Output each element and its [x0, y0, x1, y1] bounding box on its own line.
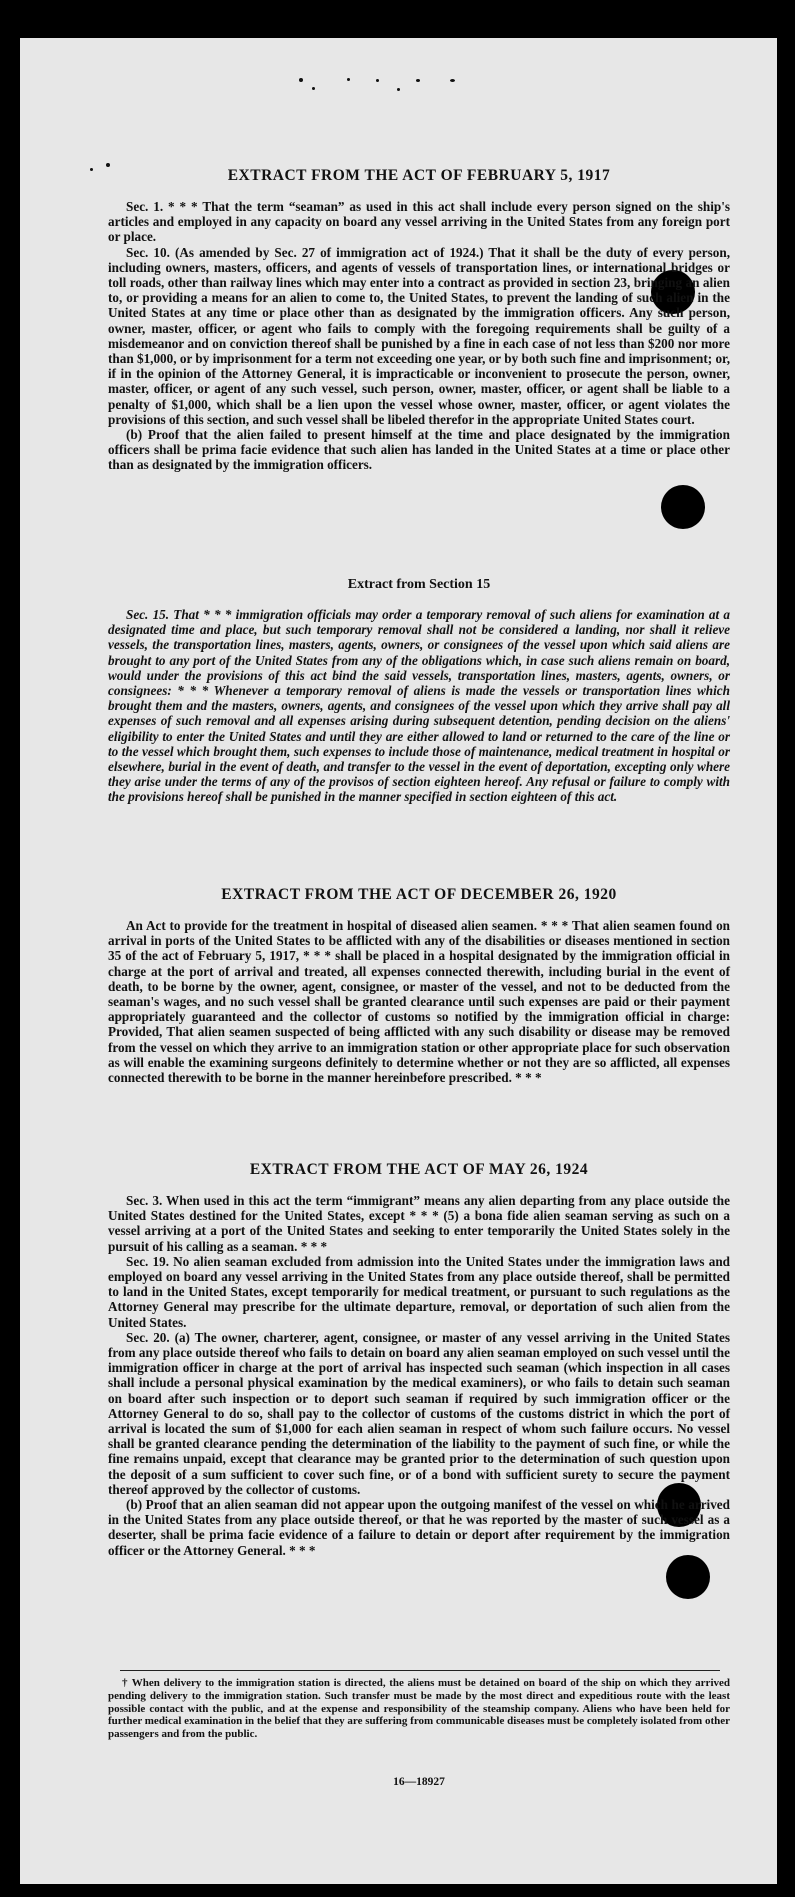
paragraph-sec-20-b: (b) Proof that an alien seaman did not appear upon the outgoing manifest of the vessel on which he arrived in the United States from any place outside thereof, or that he was reported by the master of such vessel as a deserter, shall be prima facie evidence of a failure to detain or deport after requirement by the immigration officer or the Attorney General. * * * — [108, 1497, 730, 1558]
speck — [312, 87, 315, 90]
footnote — [108, 1677, 730, 1741]
page-footer — [108, 1776, 730, 1788]
document-page — [20, 38, 777, 1884]
section-subheading: Extract from Section 15 — [347, 577, 491, 592]
section-act-december-1920 — [108, 886, 730, 1085]
section-extract-15 — [108, 577, 730, 805]
section-heading: EXTRACT FROM THE ACT OF MAY 26, 1924 — [249, 1161, 589, 1178]
speck — [397, 88, 400, 91]
punch-hole — [661, 485, 705, 529]
paragraph-sec-15: Sec. 15. That * * * immigration officials may order a temporary removal of such aliens for examination at a designated time and place, but such temporary removal shall not be considered a landing, nor shall it relieve vessels, the transportation lines, masters, agents, owners, or consignees of the vessel upon which said aliens are brought to any port of the United States from any of the obligations which, in case such aliens remain on board, would under the provisions of this act bind the said vessels, transportation lines, masters, agents, owners, or consignees: * * * Whenever a temporary removal of aliens is made the vessels or transportation lines which brought them and the masters, owners, agents, and consignees of the vessel upon which they arrive shall pay all expenses of such removal and all expenses arising during subsequent detention, pending decision on the aliens' eligibility to enter the United States and until they are either allowed to land or returned to the care of the line or to the vessel which brought them, such expenses to include those of maintenance, medical treatment in hospital or elsewhere, burial in the event of death, and transfer to the vessel in the event of deportation, excepting only where they arise under the terms of any of the provisos of section eighteen hereof. Any refusal or failure to comply with the provisions hereof shall be punished in the manner specified in section eighteen of this act. — [108, 607, 730, 805]
speck — [450, 79, 455, 82]
section-act-february-1917 — [108, 167, 730, 473]
speck — [90, 168, 93, 171]
speck — [376, 79, 379, 82]
section-heading: EXTRACT FROM THE ACT OF DECEMBER 26, 1920 — [221, 886, 617, 903]
paragraph-sec-1: Sec. 1. * * * That the term “seaman” as used in this act shall include every person signed on the ship's articles and employed in any capacity on board any vessel arriving in the United States from any foreign port or place. — [108, 199, 730, 245]
section-act-may-1924 — [108, 1161, 730, 1558]
paragraph-sec-19: Sec. 19. No alien seaman excluded from admission into the United States under the immigration laws and employed on board any vessel arriving in the United States from any place outside thereof, shall be permitted to land in the United States, except temporarily for medical treatment, or pursuant to such regulations as the Attorney General may prescribe for the ultimate departure, removal, or deportation of such alien from the United States. — [108, 1253, 730, 1330]
paragraph-sec-3: Sec. 3. When used in this act the term “immigrant” means any alien departing from any place outside the United States destined for the United States, except * * * (5) a bona fide alien seaman serving as such on a vessel arriving at a port of the United States and seeking to enter temporarily the United States solely in the pursuit of his calling as a seaman. * * * — [108, 1193, 730, 1254]
section-heading: EXTRACT FROM THE ACT OF FEBRUARY 5, 1917 — [227, 167, 611, 184]
speck — [416, 79, 420, 82]
footnote-text: † When delivery to the immigration station is directed, the aliens must be detained on board of the ship on which they arrived pending delivery to the immigration station. Such transfer must be made by the most direct and expeditious route with the least possible contact with the public, and at the expense and responsibility of the steamship company. Aliens who have been held for further medical examination in the belief that they are suffering from communicable diseases must be completely isolated from other passengers and from the public. — [108, 1677, 730, 1741]
punch-hole — [666, 1555, 710, 1599]
paragraph-sec-10-b: (b) Proof that the alien failed to present himself at the time and place designated by the immigration officers shall be prima facie evidence that such alien has landed in the United States at a time or place other than as designated by the immigration officers. — [108, 427, 730, 473]
footnote-divider — [120, 1670, 720, 1671]
paragraph-act-1920: An Act to provide for the treatment in hospital of diseased alien seamen. * * * That alien seamen found on arrival in ports of the United States to be afflicted with any of the disabilities or diseases mentioned in section 35 of the act of February 5, 1917, * * * shall be placed in a hospital designated by the immigration official in charge at the port of arrival and treated, all expenses connected therewith, including burial in the event of death, to be borne by the owner, agent, consignee, or master of the vessel, and not to be deducted from the seaman's wages, and no such vessel shall be granted clearance until such expenses are paid or their payment appropriately guaranteed and the collector of customs so notified by the immigration official in charge: Provided, That alien seamen suspected of being afflicted with any such disability or disease may be removed from the vessel on which they arrive to an immigration station or other appropriate place for such observation as will enable the examining surgeons definitely to determine whether or not they are so afflicted, all expenses connected therewith to be borne in the manner hereinbefore prescribed. * * * — [108, 918, 730, 1086]
page-number: 16—18927 — [393, 1776, 445, 1788]
speck — [347, 78, 350, 81]
speck — [299, 78, 303, 82]
paragraph-sec-10: Sec. 10. (As amended by Sec. 27 of immigration act of 1924.) That it shall be the duty of every person, including owners, masters, officers, and agents of vessels of transportation lines, or international bridges or toll roads, other than railway lines which may enter into a contract as provided in section 23, bringing an alien to, or providing a means for an alien to come to, the United States, to prevent the landing of such alien in the United States at any time or place other than as designated by the immigration officers. Any such person, owner, master, officer, or agent who fails to comply with the foregoing requirements shall be guilty of a misdemeanor and on conviction thereof shall be punished by a fine in each case of not less than $200 nor more than $1,000, or by imprisonment for a term not exceeding one year, or by both such fine and imprisonment; or, if in the opinion of the Attorney General, it is impracticable or inconvenient to prosecute the person, owner, master, officer, or agent of any such vessel, such person, owner, master, officer, or agent shall be liable to a penalty of $1,000, which shall be a lien upon the vessel whose owner, master, officer, or agent violates the provisions of this section, and such vessel shall be libeled therefor in the appropriate United States court. — [108, 244, 730, 427]
paragraph-sec-20: Sec. 20. (a) The owner, charterer, agent, consignee, or master of any vessel arriving in the United States from any place outside thereof who fails to detain on board any alien seaman employed on such vessel until the immigration officer in charge at the port of arrival has inspected such seaman (which inspection in all cases shall include a personal physical examination by the medical examiners), or who fails to detain such seaman on board after such inspection or to deport such seaman if required by such immigration officer or the Attorney General to do so, shall pay to the collector of customs of the customs district in which the port of arrival is located the sum of $1,000 for each alien seaman in respect of whom such failure occurs. No vessel shall be granted clearance pending the determination of the liability to the payment of such fine, or while the fine remains unpaid, except that clearance may be granted prior to the determination of such question upon the deposit of a sum sufficient to cover such fine, or of a bond with sufficient surety to secure the payment thereof approved by the collector of customs. — [108, 1329, 730, 1497]
